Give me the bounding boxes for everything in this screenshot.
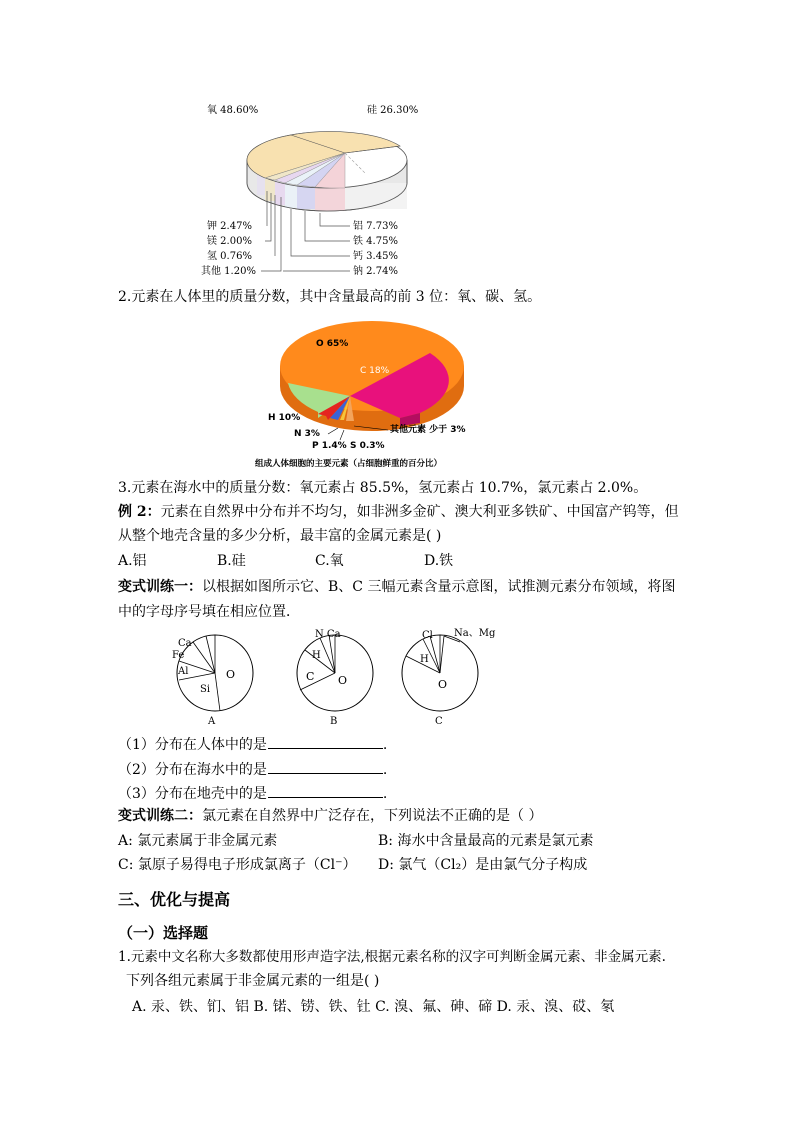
crust-side-mg [257,175,265,195]
crust-label-h: 氢 0.76% [207,251,252,262]
question-2-text: （2）分布在海水中的是 [118,762,267,778]
choice-q1-options: A. 汞、铁、钔、铝 B. 锘、铹、铁、钍 C. 溴、氟、砷、碲 D. 汞、溴、砹、氡 [132,999,615,1015]
small-pies-figure [160,628,500,728]
example-2-option-a: A.铝 [118,553,147,569]
subsection-choice-heading: （一）选择题 [118,924,209,942]
body-pie-chart [250,308,490,473]
example-2-line2: 从整个地壳含量的多少分析，最丰富的金属元素是( ) [118,528,442,544]
variant-2-label: 变式训练二： [118,808,202,824]
question-3-end: . [382,786,388,802]
body-label-other: 其他元素 少于 3% [390,425,466,435]
body-label-o: O 65% [316,339,349,349]
body-label-n: N 3% [294,429,320,439]
pie-a-fe: Fe [172,650,185,661]
pie-a-al: Al [178,666,189,677]
question-3-text: （3）分布在地壳中的是 [118,786,267,802]
body-chart-caption: 组成人体细胞的主要元素（占细胞鲜重的百分比） [255,459,443,469]
answer-blank-3[interactable] [268,783,383,798]
pie-b-nca: N Ca [315,629,341,640]
variant-2-option-a: A: 氯元素属于非金属元素 [118,833,278,849]
variant-2-option-d: D: 氯气（Cl₂）是由氯气分子构成 [378,857,588,873]
crust-label-al: 铝 7.73% [353,221,398,232]
crust-label-o: 氧 48.60% [207,105,259,116]
crust-side-ca [285,183,297,208]
crust-label-ca: 钙 3.45% [353,251,398,262]
variant-1-line2: 中的字母序号填在相应位置． [118,604,300,620]
question-2 [118,759,387,780]
pie-a-ca: Ca [178,638,192,649]
body-label-h: H 10% [268,413,301,423]
pie-a-si: Si [200,684,211,695]
variant-1-text1: 以根据如图所示它、B、C 三幅元素含量示意图，试推测元素分布领域，将图 [202,579,676,595]
example-2-option-c: C.氧 [315,553,344,569]
pie-a-o: O [226,668,236,681]
body-label-c: C 18% [360,366,390,376]
example-2-option-d: D.铁 [424,553,454,569]
small-pie-b [297,629,373,727]
question-3 [118,783,387,804]
question-2-end: . [382,762,388,778]
choice-q1-line1: 1.元素中文名称大多数都使用形声造字法,根据元素名称的汉字可判断金属元素、非金属元素. [118,949,666,965]
answer-blank-2[interactable] [268,759,383,774]
variant-2-option-c: C: 氯原子易得电子形成氯离子（Cl⁻） [118,857,357,873]
paragraph-2: 2.元素在人体里的质量分数，其中含量最高的前 3 位：氧、碳、氢。 [118,289,542,305]
variant-2-option-b: B: 海水中含量最高的元素是氯元素 [378,833,594,849]
example-2-text1: 元素在自然界中分布并不均匀，如非洲多金矿、澳大利亚多铁矿、中国富产钨等，但 [160,504,679,520]
pie-c-label: C [435,716,443,727]
choice-q1-line2: 下列各组元素属于非金属元素的一组是( ) [126,973,380,989]
pie-b-label: B [330,716,338,727]
pie-b-h: H [312,650,321,661]
pie-b-o: O [338,674,348,687]
pie-c-o: O [438,678,448,691]
crust-label-fe: 铁 4.75% [353,236,398,247]
crust-pie-chart [195,95,435,280]
pie-c-h: H [420,654,429,665]
question-1-text: （1）分布在人体中的是 [118,737,267,753]
example-2-option-b: B.硅 [217,553,246,569]
variant-2-line1 [118,806,542,826]
crust-side-k [265,179,275,201]
example-2-label: 例 2： [118,504,161,520]
example-2-line1 [118,502,679,522]
crust-label-si: 硅 26.30% [367,105,419,116]
variant-2-text1: 氯元素在自然界中广泛存在，下列说法不正确的是（ ） [202,808,543,824]
crust-side-na [275,181,285,205]
crust-label-k: 钾 2.47% [207,221,252,232]
small-pie-a [172,635,253,727]
pie-a-label: A [208,716,216,727]
variant-1-line1 [118,577,675,597]
question-1-end: . [382,737,388,753]
body-label-p: P 1.4% [312,441,347,451]
crust-label-na: 钠 2.74% [353,266,398,277]
pie-b-c: C [306,670,315,683]
pie-c-namg: Na、Mg [454,628,496,639]
small-pie-c [402,628,496,727]
body-label-s: S 0.3% [350,441,385,451]
section-3-heading: 三、优化与提高 [118,890,231,909]
crust-label-mg: 镁 2.00% [207,236,252,247]
pie-c-cl: Cl [422,630,433,641]
answer-blank-1[interactable] [268,734,383,749]
variant-1-label: 变式训练一： [118,579,202,595]
question-1 [118,734,387,755]
crust-label-other: 其他 1.20% [201,266,256,277]
paragraph-3: 3.元素在海水中的质量分数：氧元素占 85.5%，氢元素占 10.7%，氯元素占 2.0%。 [118,480,648,496]
